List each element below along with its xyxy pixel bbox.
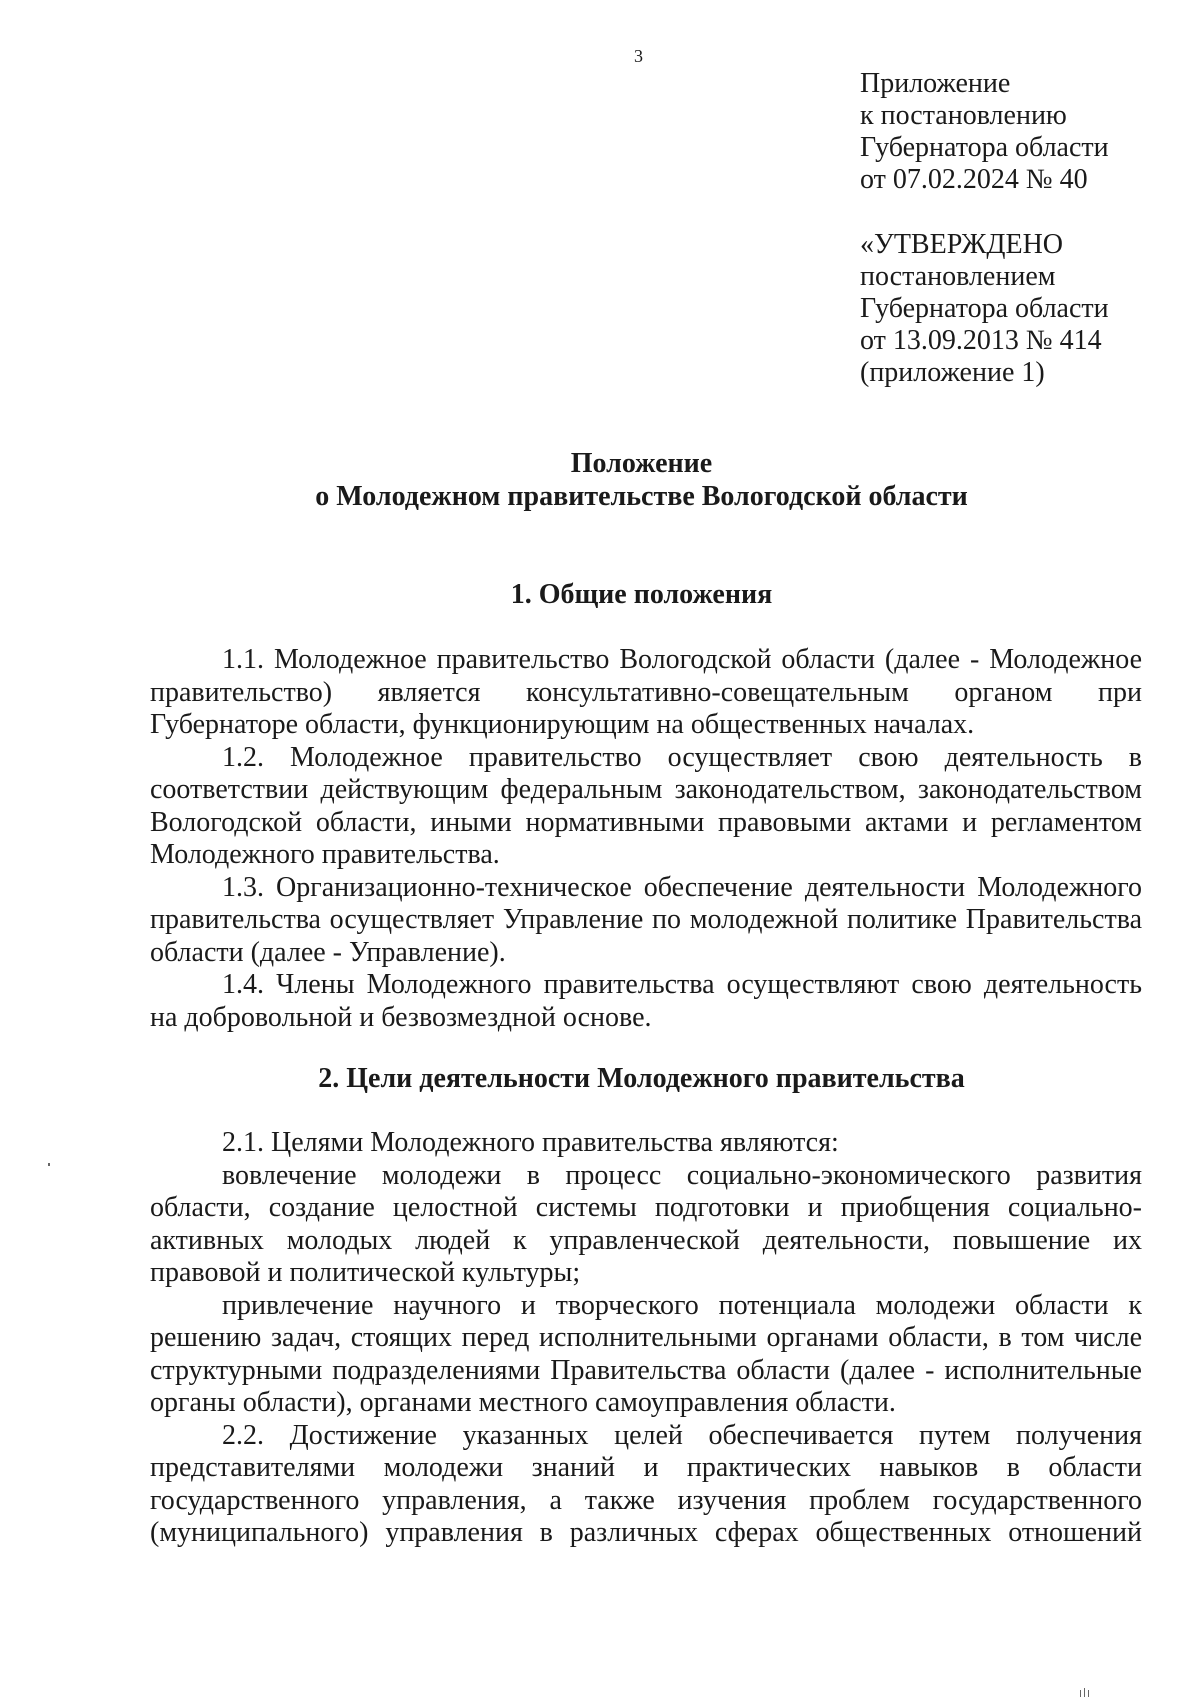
scan-edge-mark [1088,1690,1089,1697]
paragraph-1-4: 1.4. Члены Молодежного правительства осуществляют свою деятельность на добровольной и безвозмездной основе. [150,969,1142,1033]
approved-header [860,229,1160,389]
paragraph-2-1-item-1: вовлечение молодежи в процесс социально-экономического развития области, создание целостной системы подготовки и приобщения социально-активных молодых людей к управленческой деятельности, повышение их правовой и политической культуры; [150,1159,1142,1288]
paragraph-2-1-item-2: привлечение научного и творческого потенциала молодежи области к решению задач, стоящих перед исполнительными органами области, в том числе структурными подразделениями Правительства области (далее - исполнительные органы области), органами местного самоуправления области. [150,1289,1142,1418]
approved-line: постановлением [860,261,1056,292]
paragraph-1-2: 1.2. Молодежное правительство осуществляет свою деятельность в соответствии действующим федеральным законодательством, законодательством Вологодской области, иными нормативными правовыми актами и регламентом Молодежного правительства. [150,741,1142,870]
paragraph-1-1: 1.1. Молодежное правительство Вологодской области (далее - Молодежное правительство) является консультативно-совещательным органом при Губернаторе области, функционирующим на общественных началах. [150,644,1142,740]
section-1-heading: 1. Общие положения [510,579,773,610]
document-subtitle: о Молодежном правительстве Вологодской области [315,481,968,512]
appendix-line: к постановлению [860,100,1067,131]
appendix-header [860,68,1160,196]
approved-line: Губернатора области [860,293,1109,324]
document-title: Положение [570,448,713,479]
section-1-body [150,644,1142,1034]
paragraph-2-2: 2.2. Достижение указанных целей обеспечивается путем получения представителями молодежи знаний и практических навыков в области государственного управления, а также изучения проблем государственного (муниципального) управления в различных сферах общественных отношений [150,1419,1142,1548]
approved-line: (приложение 1) [860,357,1045,388]
approved-line: от 13.09.2013 № 414 [860,325,1102,356]
section-2-heading: 2. Цели деятельности Молодежного правительства [318,1063,965,1094]
approved-line: «УТВЕРЖДЕНО [860,229,1064,260]
paragraph-1-3: 1.3. Организационно-техническое обеспечение деятельности Молодежного правительства осуществляет Управление по молодежной политике Правительства области (далее - Управление). [150,871,1142,968]
paragraph-2-1: 2.1. Целями Молодежного правительства являются: [222,1127,839,1158]
scan-edge-mark [1080,1690,1081,1697]
appendix-line: от 07.02.2024 № 40 [860,164,1088,195]
scan-edge-mark [1084,1688,1085,1697]
page-number: 3 [634,46,643,66]
section-2-body [150,1127,1142,1550]
scan-speck [48,1163,50,1166]
appendix-line: Губернатора области [860,132,1109,163]
appendix-line: Приложение [860,68,1011,99]
